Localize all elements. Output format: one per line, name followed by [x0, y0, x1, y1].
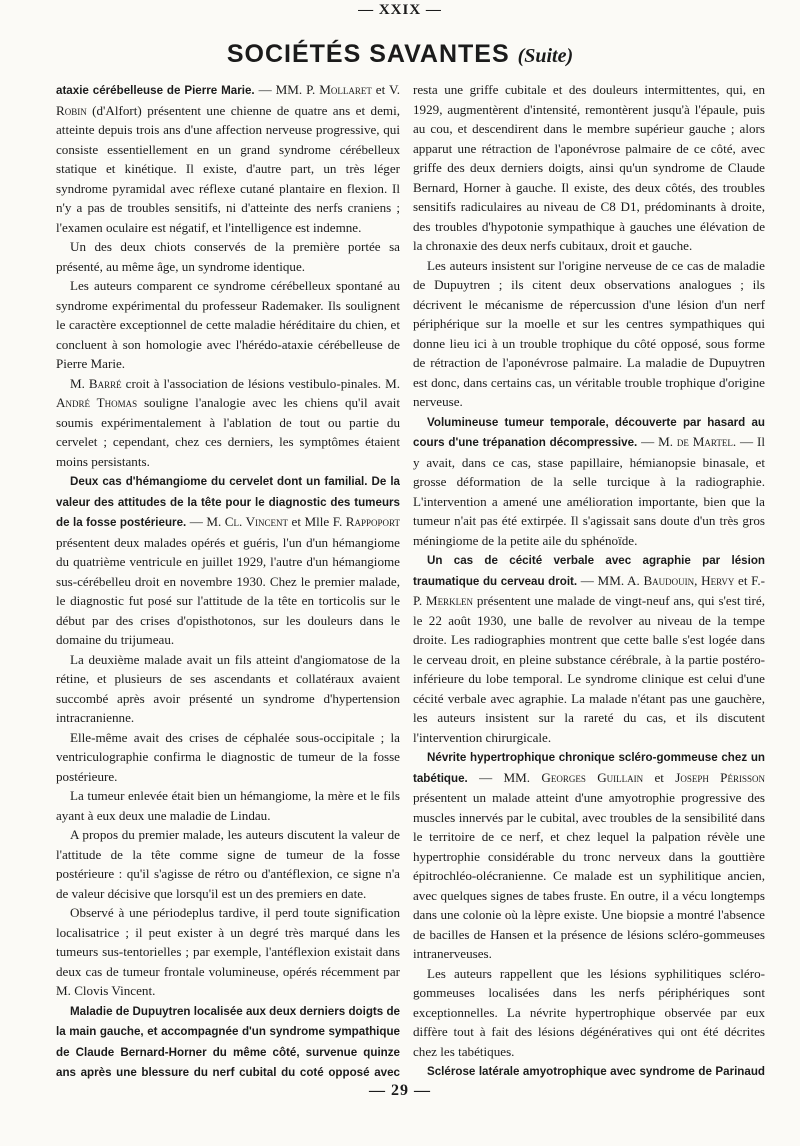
- text: et F.-P.: [413, 572, 765, 608]
- author-name: de Martel: [676, 434, 733, 449]
- text: présentent deux malades opérés et guéris, l'un d'un hémangiome du quatrième ventricule en juillet 1929, l'autre d'un hémangiome sus-cérébelleu droit en novembre 1930. Chez le premier malade, le diagnostic fut posé sur l'attitude de la tête en torticolis sur le début par des crises d'opisthotonos, sur les douleurs dans le domaine du trijumeau.: [56, 534, 400, 647]
- author-name: Mollaret: [319, 82, 372, 97]
- text: présentent un malade atteint d'une amyotrophie progressive des muscles innervés par le cubital, avec troubles de la sensibilité dans le territoire de ce nerf, et chez lequel la palpation révèle une hypertrophie considérable du tronc nerveux dans la gouttière épitrochléo-olécranienne. Ce malade est un syphilitique ancien, avec quelques signes de tabes fruste. En outre, il a vécu longtemps dans une colonie où la lèpre existe. Une biopsie a montré l'absence de bacilles de Hansen et la présence de lésions scléro-gommeuses intranerveuses.: [413, 790, 765, 961]
- section-heading: Sclérose latérale amyotrophique avec syndrome de Parinaud: [427, 1065, 765, 1078]
- text: (d'Alfort) présentent une chienne de quatre ans et demi, atteinte depuis trois ans d'une affection nerveuse progressive, qui consiste essentiellement en un grand syndrome cérébelleux statique et kinétique. Il existe, d'autre part, un très léger syndrome pyramidal avec réflexe cutané plantaire en flexion. Il n'y a pas de troubles sensitifs, ni d'atteinte des nerfs craniens ; l'examen oculaire est négatif, et l'intelligence est indemne.: [56, 102, 400, 235]
- title-suffix: (Suite): [517, 45, 574, 67]
- author-name: Baudouin: [643, 572, 695, 588]
- section-heading: ataxie cérébelleuse de Pierre Marie.: [56, 84, 255, 97]
- paragraph: Un des deux chiots conservés de la première portée sa présenté, au même âge, un syndrome identique.: [56, 239, 400, 274]
- page-roman-numeral: — XXIX —: [358, 2, 442, 18]
- paragraph: [56, 80, 400, 237]
- paragraph: resta une griffe cubitale et des douleurs intermittentes, qui, en 1929, augmentèrent d'intensité, remontèrent jusqu'à l'épaule, puis au cou, et descendirent dans le membre supérieur gauche ; alors apparut une rétraction de l'aponévrose palmaire de ce côté, avec griffe des deux derniers doigts, ainsi qu'un syndrome de Claude Bernard, Horner à gauche. Il existe, des deux côtés, des troubles sensitifs radiculaires au niveau de C8 D1, prédominants à droite, des troubles d'hypotonie sympathique à gauches une élévation de la chronaxie des deux nerfs cubitaux, droit et gauche.: [413, 82, 765, 253]
- title-main: SOCIÉTÉS SAVANTES: [226, 40, 510, 68]
- text: — M.: [186, 514, 225, 529]
- paragraph: Elle-même avait des crises de céphalée sous-occipitale ; la ventriculographie confirma le diagnostic de tumeur de la fosse postérieure.: [56, 729, 400, 784]
- author-name: Robin: [56, 102, 87, 118]
- text: — MM. A.: [577, 572, 644, 588]
- right-column: [413, 80, 765, 1080]
- paragraph: Observé à une périodeplus tardive, il perd toute signification localisatrice ; il peut exister à un degré très marqué dans les tumeurs sus-tentorielles ; par exemple, l'antéflexion existait dans deux cas de tumeur frontale volumineuse, opérés récemment par M. Clovis Vincent.: [56, 905, 400, 998]
- text: . — Il y avait, dans ce cas, stase papillaire, hémianopsie binasale, et grosse déformation de la selle turcique à la radiographie. L'intervention a amené une amélioration importante, bien que la tumeur n'ait pas été extirpée. Il s'agissait sans doute d'un très gros méningiome de la petite aile du sphénoïde.: [413, 434, 765, 548]
- author-name: Rappoport: [345, 514, 400, 529]
- text: ,: [694, 572, 702, 588]
- author-name: Georges Guillain: [541, 769, 644, 785]
- paragraph: [413, 1061, 765, 1080]
- text: — M.: [637, 434, 677, 449]
- paragraph: [413, 747, 765, 964]
- left-column: [56, 80, 400, 1080]
- paragraph: Les auteurs insistent sur l'origine nerveuse de ce cas de maladie de Dupuytren ; ils citent deux observations analogues ; ils décrivent le mécanisme de répercussion d'une lésion d'un nerf périphérique sur la moelle et sur les centres sympathiques qui donne lieu ici à un trouble trophique du côté opposé, sous forme de rétraction de l'aponévrose palmaire. La maladie de Dupuytren est donc, dans certains cas, un véritable trouble trophique d'origine nerveuse.: [413, 257, 765, 409]
- text: et Mlle F.: [288, 514, 346, 529]
- author-name: Merklen: [425, 593, 474, 608]
- author-name: Barré: [88, 375, 122, 391]
- author-name: Cl. Vincent: [224, 514, 289, 529]
- text: — MM. P.: [254, 82, 320, 97]
- author-name: Hervy: [701, 572, 735, 588]
- text: présentent une malade de vingt-neuf ans, qui s'est tiré, le 22 août 1930, une balle de revolver au niveau de la tempe droite. Les radiographies montrent que cette balle s'est logée dans le cerveau droit, en pleine substance cérébrale, à la partie postéro-inférieure du lobe temporal. Le syndrome clinique est celui d'une cécité verbale avec agraphie. La malade n'étant pas une gauchère, les auteurs insistent sur la rareté du cas, et ils discutent l'intervention chirurgicale.: [413, 593, 765, 745]
- section-heading: Volumineuse tumeur temporale, découverte par hasard au cours d'une trépanation décompressive.: [413, 415, 765, 449]
- text: et V.: [371, 82, 400, 97]
- page-title: [0, 40, 800, 70]
- text: souligne l'analogie avec les chiens qu'il avait soumis expérimentalement à l'ablation de tout ou partie du cervelet ; cependant, chez ces derniers, les symptômes étaient moins persistants.: [56, 395, 400, 469]
- paragraph: A propos du premier malade, les auteurs discutent la valeur de l'attitude de la tête comme signe de tumeur de la fosse postérieure : qu'il s'agisse de rétro ou d'antéflexion, ce signe n'a de valeur décisive que lorsqu'il est un des premiers en date.: [56, 827, 400, 901]
- paragraph: [56, 471, 400, 650]
- section-heading: Deux cas d'hémangiome du cervelet dont un familial. De la valeur des attitudes de la tête pour le diagnostic des tumeurs de la fosse postérieure.: [56, 475, 400, 529]
- paragraph: La tumeur enlevée était bien un hémangiome, la mère et le fils ayant à eux deux une maladie de Lindau.: [56, 788, 400, 823]
- section-heading: Un cas de cécité verbale avec agraphie par lésion traumatique du cerveau droit.: [413, 554, 765, 588]
- paragraph: [56, 374, 400, 472]
- paragraph: [413, 412, 765, 551]
- text: — MM.: [467, 769, 542, 785]
- paragraph: Les auteurs comparent ce syndrome cérébelleux spontané au syndrome expérimental du professeur Rademaker. Ils soulignent le caractère exceptionnel de cette maladie héréditaire du chien, et concluent à son homologie avec l'hérédo-ataxie cérébelleuse de Pierre Marie.: [56, 278, 400, 371]
- paragraph: [413, 550, 765, 747]
- text: et: [643, 769, 676, 785]
- text: croit à l'association de lésions vestibulo-pinales. M.: [121, 375, 400, 391]
- text: M.: [70, 375, 89, 391]
- paragraph: La deuxième malade avait un fils atteint d'angiomatose de la rétine, et plusieurs de ses ascendants et collatéraux avaient succombé après avoir présenté un syndrome d'hypertension intracranienne.: [56, 651, 400, 725]
- section-heading: Maladie de Dupuytren localisée aux deux derniers doigts de la main gauche, et accompagnée d'un syndrome sympathique de Claude Bernard-Horner du même côté, survenue quinze ans après une blessure du nerf cubital du coté opposé avec: [56, 1004, 400, 1079]
- author-name: Joseph Périsson: [675, 769, 765, 785]
- page-number: — 29 —: [369, 1082, 431, 1099]
- paragraph: [56, 1001, 400, 1081]
- section-heading: Névrite hypertrophique chronique scléro-gommeuse chez un tabétique.: [413, 751, 765, 785]
- author-name: André Thomas: [56, 395, 138, 410]
- paragraph: Les auteurs rappellent que les lésions syphilitiques scléro-gommeuses localisées dans les nerfs périphériques sont exceptionnelles. La névrite hypertrophique observée par eux diffère tout à fait des lésions dégénératives qui ont été décrites chez les tabétiques.: [413, 965, 765, 1059]
